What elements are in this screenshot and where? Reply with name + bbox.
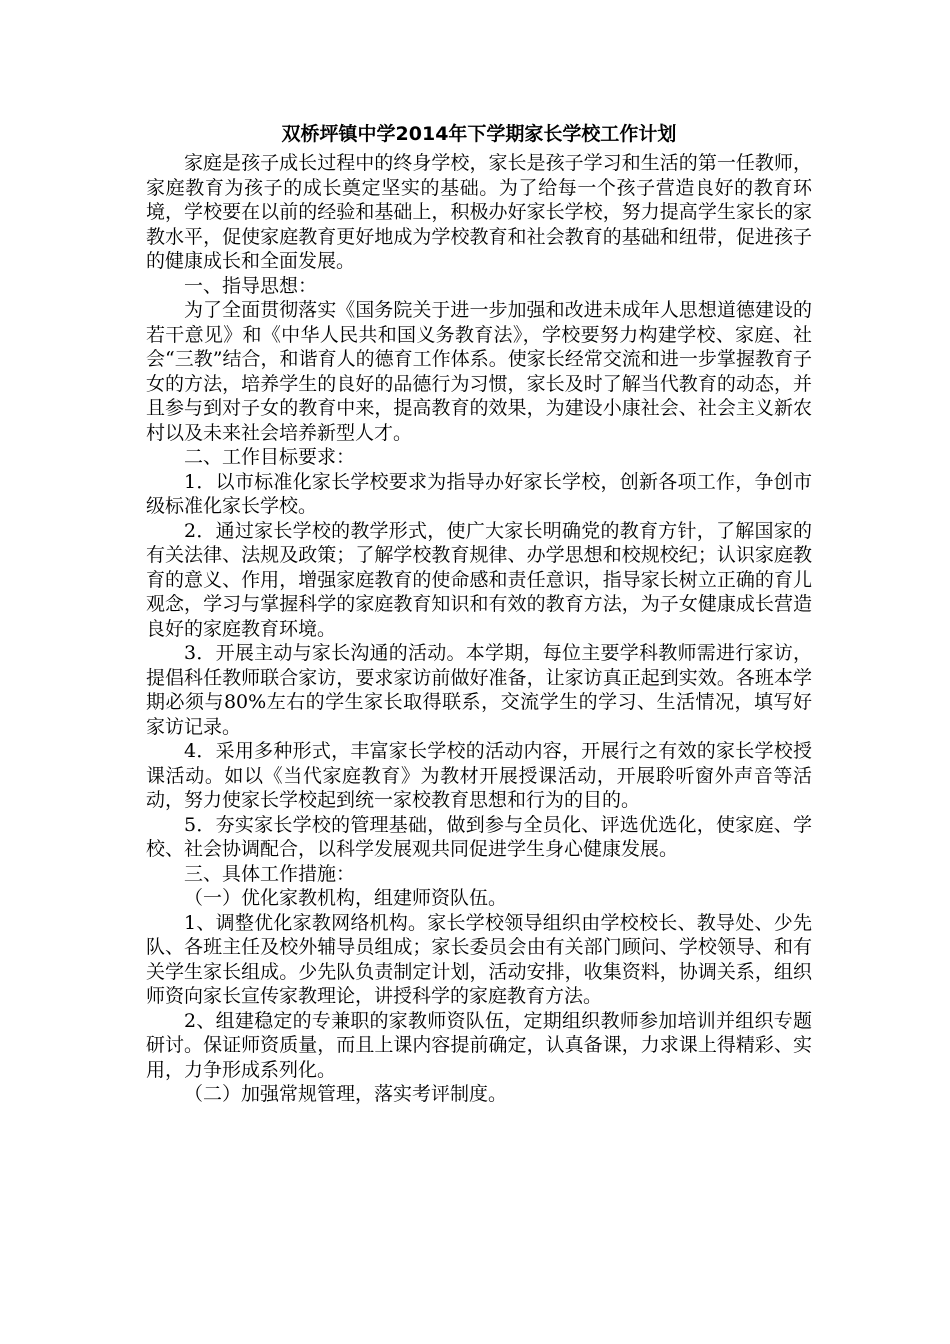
section-heading-goals: 二、工作目标要求：	[184, 446, 356, 468]
goal-item-5: 5．夯实家长学校的管理基础，做到参与全员化、评选优选化，使家庭、学校、社会协调配合，以科学发展观共同促进学生身心健康发展。	[146, 813, 812, 860]
measure-item-1: 1、调整优化家教网络机构。家长学校领导组织由学校校长、教导处、少先队、各班主任及校外辅导员组成；家长委员会由有关部门顾问、学校领导、和有关学生家长组成。少先队负责制定计划，活动安排，收集资料，协调关系，组织师资向家长宣传家教理论，讲授科学的家庭教育方法。	[146, 911, 812, 1007]
goal-item-2: 2．通过家长学校的教学形式，使广大家长明确党的教育方针，了解国家的有关法律、法规及政策；了解学校教育规律、办学思想和校规校纪；认识家庭教育的意义、作用，增强家庭教育的使命感和责任意识，指导家长树立正确的育儿观念，学习与掌握科学的家庭教育知识和有效的教育方法，为子女健康成长营造良好的家庭教育环境。	[146, 519, 812, 640]
section-heading-guiding-ideology: 一、指导思想：	[184, 274, 318, 297]
document-title: 双桥坪镇中学2014年下学期家长学校工作计划	[281, 123, 677, 145]
goal-item-3: 3．开展主动与家长沟通的活动。本学期，每位主要学科教师需进行家访，提倡科任教师联合家访，要求家访前做好准备，让家访真正起到实效。各班本学期必须与80%左右的学生家长取得联系，交流学生的学习、生活情况，填写好家访记录。	[146, 642, 812, 738]
section-heading-measures: 三、具体工作措施：	[184, 862, 356, 885]
intro-paragraph: 家庭是孩子成长过程中的终身学校，家长是孩子学习和生活的第一任教师，家庭教育为孩子的成长奠定坚实的基础。为了给每一个孩子营造良好的教育环境，学校要在以前的经验和基础上，积极办好家长学校，努力提高学生家长的家教水平，促使家庭教育更好地成为学校教育和社会教育的基础和纽带，促进孩子的健康成长和全面发展。	[146, 152, 812, 272]
measure-item-2: 2、组建稳定的专兼职的家教师资队伍，定期组织教师参加培训并组织专题研讨。保证师资质量，而且上课内容提前确定，认真备课，力求课上得精彩、实用，力争形成系列化。	[146, 1009, 812, 1081]
goal-item-1: 1．以市标准化家长学校要求为指导办好家长学校，创新各项工作，争创市级标准化家长学校。	[146, 470, 812, 517]
goal-item-4: 4．采用多种形式，丰富家长学校的活动内容，开展行之有效的家长学校授课活动。如以《当代家庭教育》为教材开展授课活动，开展聆听窗外声音等活动，努力使家长学校起到统一家校教育思想和行为的目的。	[146, 740, 812, 811]
subsection-heading-2: （二）加强常规管理，落实考评制度。	[184, 1083, 508, 1105]
subsection-heading-1: （一）优化家教机构，组建师资队伍。	[184, 887, 508, 909]
guiding-ideology-paragraph: 为了全面贯彻落实《国务院关于进一步加强和改进未成年人思想道德建设的若干意见》和《中华人民共和国义务教育法》，学校要努力构建学校、家庭、社会“三教”结合，和谐育人的德育工作体系。使家长经常交流和进一步掌握教育子女的方法，培养学生的良好的品德行为习惯，家长及时了解当代教育的动态，并且参与到对子女的教育中来，提高教育的效果，为建设小康社会、社会主义新农村以及未来社会培养新型人才。	[146, 299, 812, 444]
document-body	[146, 121, 812, 1107]
